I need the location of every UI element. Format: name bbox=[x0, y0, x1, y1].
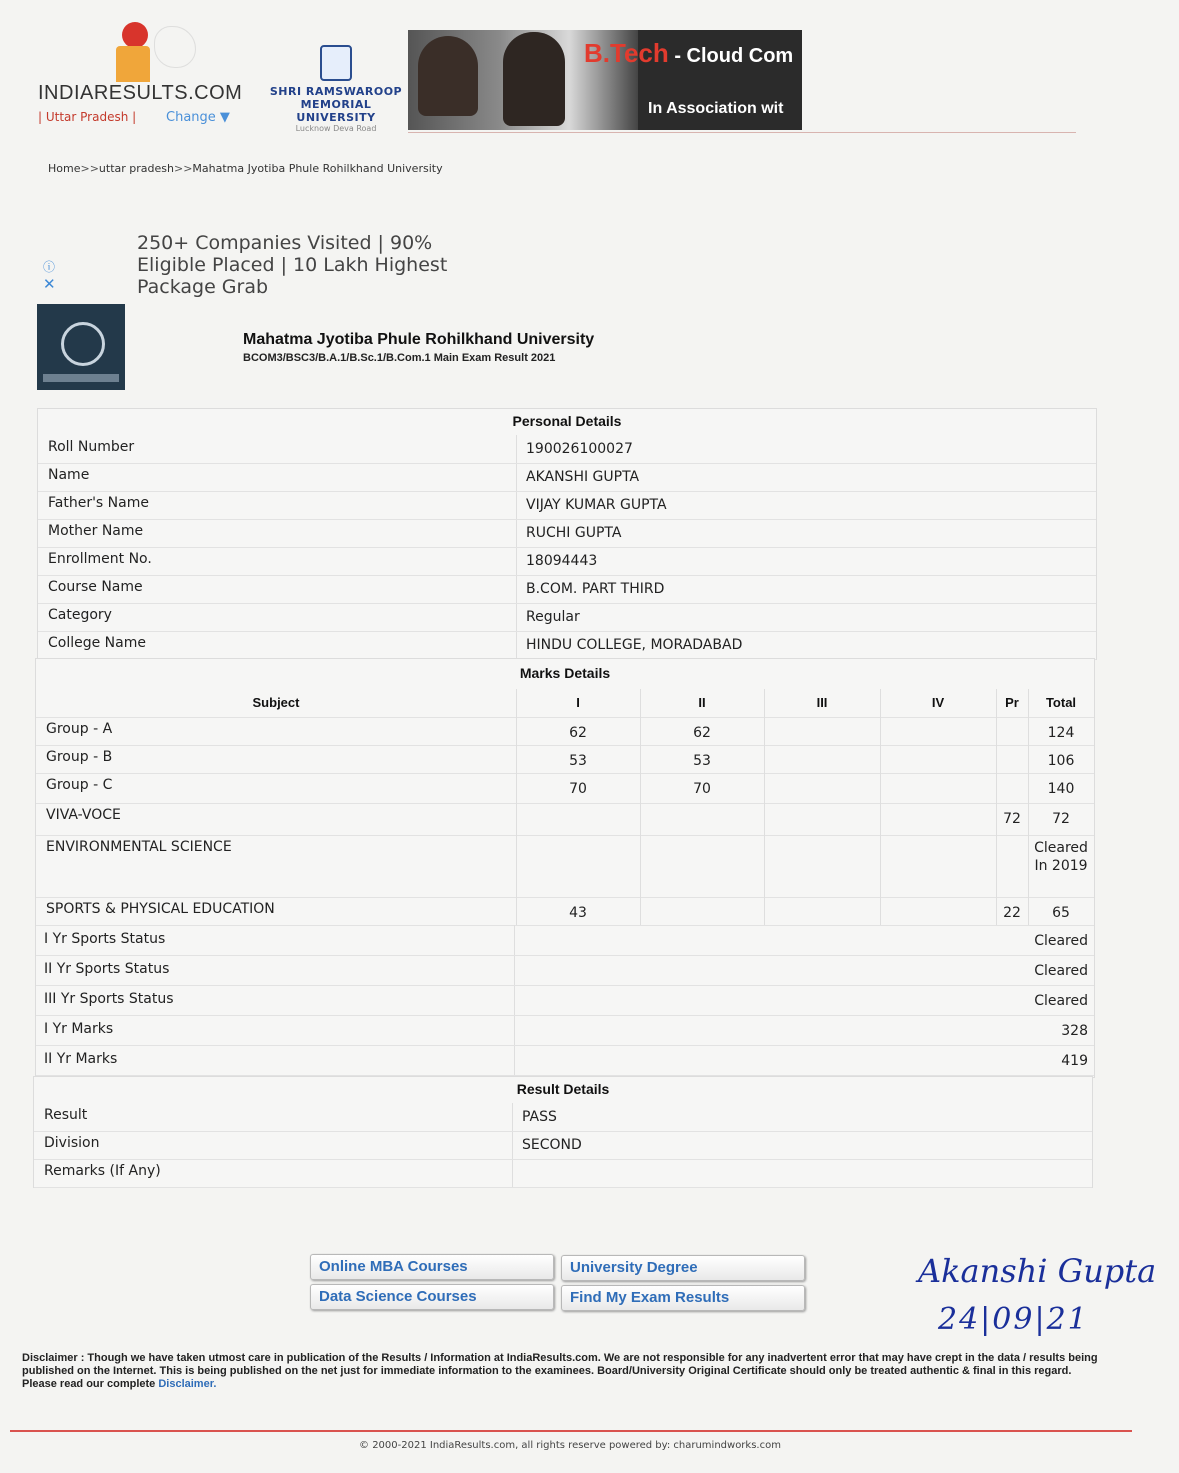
status-value: Cleared bbox=[1034, 933, 1088, 949]
header-divider bbox=[408, 132, 1076, 133]
marks-ii: 62 bbox=[693, 725, 711, 741]
banner-headline: B.Tech - Cloud Com bbox=[584, 38, 794, 68]
sponsor-tagline: Lucknow Deva Road bbox=[295, 124, 377, 133]
personal-value: 18094443 bbox=[526, 553, 598, 569]
status-value: 328 bbox=[1061, 1023, 1088, 1039]
status-value: Cleared bbox=[1034, 993, 1088, 1009]
marks-row bbox=[36, 897, 1094, 926]
marks-header-row bbox=[36, 689, 1094, 718]
result-label: Division bbox=[44, 1135, 100, 1151]
marks-i: 62 bbox=[569, 725, 587, 741]
personal-value: Regular bbox=[526, 609, 580, 625]
status-row bbox=[36, 1015, 1094, 1046]
result-row bbox=[34, 1131, 1092, 1160]
result-label: Result bbox=[44, 1107, 88, 1123]
sponsor-logo[interactable] bbox=[268, 45, 404, 133]
disclaimer bbox=[22, 1352, 1102, 1391]
marks-i: 43 bbox=[569, 905, 587, 921]
marks-row bbox=[36, 745, 1094, 774]
personal-value: VIJAY KUMAR GUPTA bbox=[526, 497, 667, 513]
personal-row bbox=[38, 519, 1096, 548]
marks-details-title: Marks Details bbox=[519, 665, 611, 681]
university-degree-button[interactable]: University Degree bbox=[561, 1255, 805, 1281]
subject-name: VIVA-VOCE bbox=[46, 807, 121, 823]
logo-mascot-icon bbox=[112, 22, 182, 84]
breadcrumb-state[interactable]: uttar pradesh bbox=[98, 162, 174, 175]
breadcrumb-home[interactable]: Home bbox=[48, 162, 81, 175]
university-emblem-icon bbox=[320, 45, 352, 81]
status-label: I Yr Marks bbox=[44, 1021, 114, 1037]
sponsor-name-line1: SHRI RAMSWAROOP bbox=[269, 85, 403, 98]
status-row bbox=[36, 955, 1094, 986]
personal-label: Name bbox=[48, 467, 90, 483]
footer-divider bbox=[10, 1430, 1132, 1432]
personal-row bbox=[38, 435, 1096, 464]
result-row bbox=[34, 1103, 1092, 1132]
status-row bbox=[36, 985, 1094, 1016]
marks-row bbox=[36, 717, 1094, 746]
banner-subtitle: In Association wit bbox=[648, 100, 784, 117]
marks-column-header: II bbox=[698, 695, 706, 710]
subject-name: Group - B bbox=[46, 749, 113, 765]
personal-value: AKANSHI GUPTA bbox=[526, 469, 640, 485]
marks-i: 53 bbox=[569, 753, 587, 769]
sponsor-name-line2: MEMORIAL UNIVERSITY bbox=[296, 98, 376, 124]
exam-title: BCOM3/BSC3/B.A.1/B.Sc.1/B.Com.1 Main Exam Result 2021 bbox=[243, 352, 556, 364]
breadcrumb-university[interactable]: Mahatma Jyotiba Phule Rohilkhand University bbox=[192, 162, 443, 175]
marks-column-header: Subject bbox=[252, 695, 300, 710]
marks-pr: 72 bbox=[1003, 811, 1021, 827]
marks-column-header: I bbox=[576, 695, 580, 710]
marks-total: 106 bbox=[1047, 753, 1075, 769]
subject-name: ENVIRONMENTAL SCIENCE bbox=[46, 839, 232, 855]
change-state-link[interactable]: Change ▼ bbox=[166, 110, 230, 125]
status-label: II Yr Marks bbox=[44, 1051, 118, 1067]
university-logo bbox=[37, 304, 125, 390]
marks-row bbox=[36, 835, 1094, 898]
personal-details-table bbox=[37, 408, 1097, 660]
breadcrumb bbox=[48, 162, 443, 175]
result-details-table bbox=[33, 1076, 1093, 1188]
result-label: Remarks (If Any) bbox=[44, 1163, 161, 1179]
personal-label: Roll Number bbox=[48, 439, 135, 455]
status-label: III Yr Sports Status bbox=[44, 991, 174, 1007]
info-icon[interactable]: ⓘ bbox=[43, 260, 56, 274]
footer-copyright: © 2000-2021 IndiaResults.com, all rights reserve powered by: charumindworks.com bbox=[359, 1440, 781, 1451]
indiaresults-logo[interactable] bbox=[38, 22, 243, 132]
data-science-courses-button[interactable]: Data Science Courses bbox=[310, 1284, 554, 1310]
marks-column-header: Pr bbox=[1005, 695, 1019, 710]
logo-text: INDIARESULTS.COM bbox=[38, 82, 243, 104]
personal-row bbox=[38, 547, 1096, 576]
subject-name: SPORTS & PHYSICAL EDUCATION bbox=[46, 901, 275, 917]
personal-row bbox=[38, 631, 1096, 660]
marks-column-header: Total bbox=[1045, 695, 1077, 710]
marks-total: Cleared In 2019 bbox=[1034, 840, 1088, 874]
status-row bbox=[36, 1045, 1094, 1076]
ad-banner[interactable] bbox=[408, 30, 802, 130]
personal-value: 190026100027 bbox=[526, 441, 633, 457]
marks-row bbox=[36, 773, 1094, 804]
marks-pr: 22 bbox=[1003, 905, 1021, 921]
selected-state: | Uttar Pradesh | bbox=[38, 110, 137, 124]
status-value: 419 bbox=[1061, 1053, 1088, 1069]
disclaimer-link[interactable]: Disclaimer. bbox=[158, 1378, 217, 1390]
result-value: PASS bbox=[522, 1109, 557, 1125]
marks-ii: 70 bbox=[693, 781, 711, 797]
marks-row bbox=[36, 803, 1094, 836]
marks-total: 140 bbox=[1047, 781, 1075, 797]
close-icon[interactable]: ✕ bbox=[43, 275, 56, 293]
breadcrumb-separator: >> bbox=[80, 162, 99, 175]
marks-column-header: III bbox=[816, 695, 828, 710]
result-details-title: Result Details bbox=[516, 1081, 610, 1097]
marks-total: 65 bbox=[1052, 905, 1070, 921]
personal-row bbox=[38, 463, 1096, 492]
status-label: II Yr Sports Status bbox=[44, 961, 170, 977]
marks-column-header: IV bbox=[931, 695, 945, 710]
personal-row bbox=[38, 575, 1096, 604]
personal-value: HINDU COLLEGE, MORADABAD bbox=[526, 637, 743, 653]
handwritten-signature: Akanshi Gupta bbox=[918, 1252, 1157, 1290]
personal-details-title: Personal Details bbox=[512, 413, 622, 429]
text-ad[interactable]: 250+ Companies Visited | 90% Eligible Placed | 10 Lakh Highest Package Grab bbox=[137, 232, 448, 298]
personal-value: B.COM. PART THIRD bbox=[526, 581, 665, 597]
marks-total: 72 bbox=[1052, 811, 1070, 827]
status-row bbox=[36, 925, 1094, 956]
personal-label: Father's Name bbox=[48, 495, 149, 511]
marks-details-table bbox=[35, 658, 1095, 1078]
personal-row bbox=[38, 491, 1096, 520]
personal-label: Category bbox=[48, 607, 112, 623]
online-mba-courses-button[interactable]: Online MBA Courses bbox=[310, 1254, 554, 1280]
personal-label: Course Name bbox=[48, 579, 143, 595]
status-value: Cleared bbox=[1034, 963, 1088, 979]
university-name: Mahatma Jyotiba Phule Rohilkhand University bbox=[243, 331, 595, 348]
status-label: I Yr Sports Status bbox=[44, 931, 166, 947]
breadcrumb-separator: >> bbox=[173, 162, 193, 175]
subject-name: Group - C bbox=[46, 777, 113, 793]
personal-label: College Name bbox=[48, 635, 146, 651]
subject-name: Group - A bbox=[46, 721, 113, 737]
result-value: SECOND bbox=[522, 1137, 582, 1153]
personal-label: Mother Name bbox=[48, 523, 144, 539]
marks-i: 70 bbox=[569, 781, 587, 797]
handwritten-date: 24|09|21 bbox=[938, 1302, 1089, 1337]
personal-value: RUCHI GUPTA bbox=[526, 525, 622, 541]
disclaimer-text: Disclaimer : Though we have taken utmost care in publication of the Results / Information at IndiaResults.com. We are not responsible for any inadvertent error that may have crept in the data / results being published on the Internet. This is being published on the net just for immediate information to the examinees. Board/University Original Certificate should only be treated authentic & final in this regard. Please read our complete bbox=[22, 1352, 1098, 1390]
find-exam-results-button[interactable]: Find My Exam Results bbox=[561, 1285, 805, 1311]
personal-row bbox=[38, 603, 1096, 632]
marks-total: 124 bbox=[1047, 725, 1075, 741]
result-row bbox=[34, 1159, 1092, 1188]
personal-label: Enrollment No. bbox=[48, 551, 152, 567]
marks-ii: 53 bbox=[693, 753, 711, 769]
